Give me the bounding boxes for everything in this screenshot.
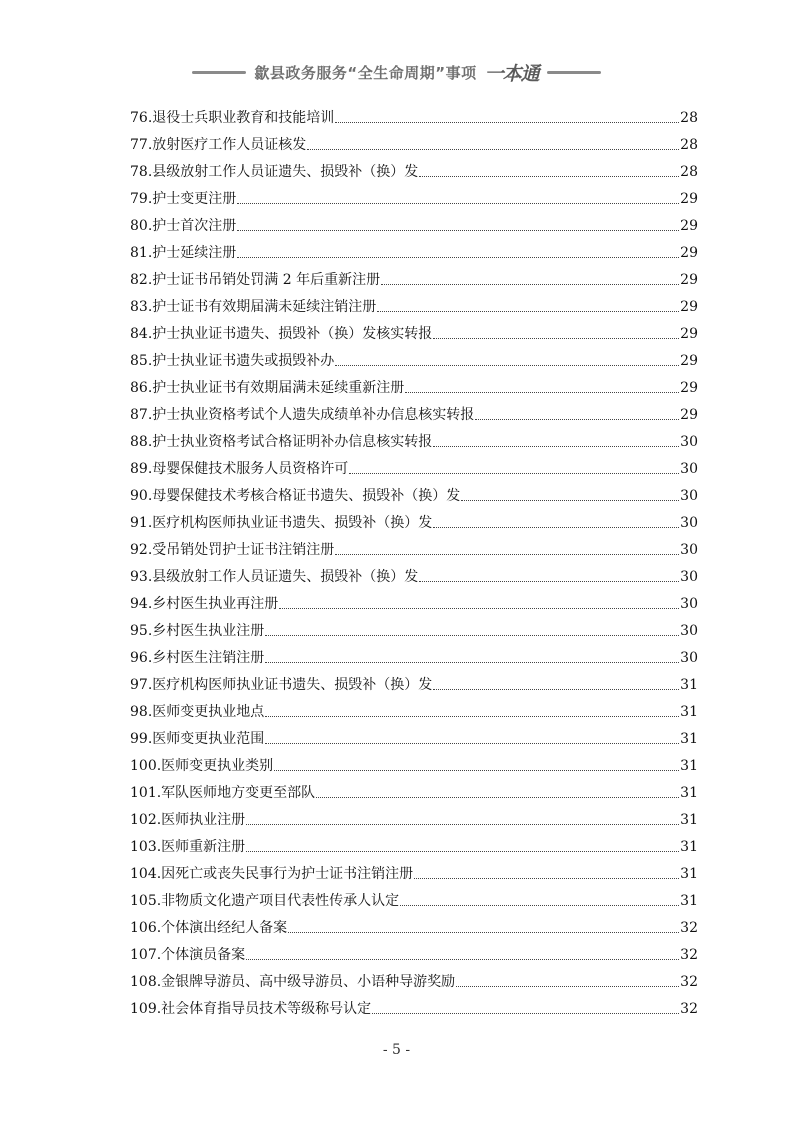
toc-entry-page: 28 — [680, 137, 698, 153]
toc-entry-title: 90.母婴保健技术考核合格证书遗失、损毁补（换）发 — [130, 488, 461, 504]
toc-entry-title: 105.非物质文化遗产项目代表性传承人认定 — [130, 893, 400, 909]
toc-entry-page: 29 — [680, 299, 698, 315]
toc-leader-dots — [377, 310, 679, 312]
toc-entry[interactable] — [130, 181, 698, 208]
toc-leader-dots — [246, 958, 679, 960]
toc-entry-page: 29 — [680, 218, 698, 234]
toc-entry[interactable] — [130, 802, 698, 829]
toc-entry[interactable] — [130, 127, 698, 154]
toc-leader-dots — [335, 364, 679, 366]
toc-entry-page: 29 — [680, 380, 698, 396]
toc-entry-title: 76.退役士兵职业教育和技能培训 — [130, 110, 335, 126]
toc-entry-title: 100.医师变更执业类别 — [130, 758, 274, 774]
toc-entry-page: 32 — [680, 1001, 698, 1017]
toc-entry-page: 29 — [680, 272, 698, 288]
toc-entry-page: 28 — [680, 110, 698, 126]
toc-entry-title: 101.军队医师地方变更至部队 — [130, 785, 316, 801]
toc-leader-dots — [433, 526, 679, 528]
toc-entry[interactable] — [130, 937, 698, 964]
toc-entry[interactable] — [130, 397, 698, 424]
toc-entry[interactable] — [130, 721, 698, 748]
toc-entry-page: 31 — [680, 839, 698, 855]
toc-entry-page: 30 — [680, 623, 698, 639]
toc-entry-page: 29 — [680, 326, 698, 342]
toc-entry-title: 85.护士执业证书遗失或损毁补办 — [130, 353, 335, 369]
toc-entry-page: 29 — [680, 407, 698, 423]
toc-entry[interactable] — [130, 316, 698, 343]
toc-entry-title: 104.因死亡或丧失民事行为护士证书注销注册 — [130, 866, 414, 882]
toc-entry-title: 97.医疗机构医师执业证书遗失、损毁补（换）发 — [130, 677, 433, 693]
toc-entry-title: 106.个体演出经纪人备案 — [130, 920, 288, 936]
toc-entry-title: 79.护士变更注册 — [130, 191, 237, 207]
toc-leader-dots — [265, 634, 679, 636]
toc-leader-dots — [288, 931, 679, 933]
toc-entry[interactable] — [130, 424, 698, 451]
toc-entry[interactable] — [130, 694, 698, 721]
toc-entry-page: 30 — [680, 650, 698, 666]
toc-entry-title: 77.放射医疗工作人员证核发 — [130, 137, 307, 153]
toc-entry[interactable] — [130, 586, 698, 613]
toc-entry-title: 103.医师重新注册 — [130, 839, 246, 855]
toc-entry[interactable] — [130, 991, 698, 1018]
toc-leader-dots — [372, 1012, 679, 1014]
toc-leader-dots — [433, 337, 679, 339]
toc-entry-page: 30 — [680, 569, 698, 585]
toc-entry[interactable] — [130, 478, 698, 505]
toc-leader-dots — [237, 229, 679, 231]
toc-entry[interactable] — [130, 262, 698, 289]
toc-leader-dots — [335, 553, 679, 555]
toc-entry-title: 108.金银牌导游员、高中级导游员、小语种导游奖励 — [130, 974, 456, 990]
toc-entry-page: 31 — [680, 812, 698, 828]
toc-leader-dots — [433, 688, 679, 690]
toc-entry[interactable] — [130, 289, 698, 316]
toc-entry-title: 93.县级放射工作人员证遗失、损毁补（换）发 — [130, 569, 419, 585]
toc-leader-dots — [461, 499, 679, 501]
toc-entry-page: 28 — [680, 164, 698, 180]
toc-entry[interactable] — [130, 667, 698, 694]
toc-entry-title: 89.母婴保健技术服务人员资格许可 — [130, 461, 349, 477]
toc-entry-page: 29 — [680, 353, 698, 369]
toc-entry-title: 107.个体演员备案 — [130, 947, 246, 963]
toc-entry-page: 32 — [680, 947, 698, 963]
toc-entry-page: 31 — [680, 785, 698, 801]
toc-leader-dots — [335, 121, 679, 123]
header-brand-logo: 一本通 — [484, 62, 539, 85]
toc-entry-page: 30 — [680, 461, 698, 477]
toc-entry-title: 80.护士首次注册 — [130, 218, 237, 234]
toc-leader-dots — [316, 796, 679, 798]
toc-entry[interactable] — [130, 856, 698, 883]
header-left-rule — [192, 71, 246, 74]
toc-entry[interactable] — [130, 451, 698, 478]
toc-entry-title: 86.护士执业证书有效期届满未延续重新注册 — [130, 380, 405, 396]
toc-entry[interactable] — [130, 343, 698, 370]
toc-entry-page: 31 — [680, 704, 698, 720]
toc-entry-title: 99.医师变更执业范围 — [130, 731, 265, 747]
toc-entry-page: 30 — [680, 515, 698, 531]
toc-entry[interactable] — [130, 883, 698, 910]
toc-entry-title: 78.县级放射工作人员证遗失、损毁补（换）发 — [130, 164, 419, 180]
toc-leader-dots — [237, 256, 679, 258]
toc-leader-dots — [246, 823, 679, 825]
toc-entry[interactable] — [130, 640, 698, 667]
toc-entry[interactable] — [130, 748, 698, 775]
toc-entry-page: 32 — [680, 920, 698, 936]
toc-entry[interactable] — [130, 559, 698, 586]
toc-entry-page: 29 — [680, 245, 698, 261]
toc-leader-dots — [274, 769, 679, 771]
toc-entry-title: 92.受吊销处罚护士证书注销注册 — [130, 542, 335, 558]
toc-leader-dots — [419, 580, 679, 582]
toc-entry-page: 31 — [680, 758, 698, 774]
toc-leader-dots — [265, 661, 679, 663]
toc-entry[interactable] — [130, 775, 698, 802]
toc-entry[interactable] — [130, 964, 698, 991]
toc-entry[interactable] — [130, 910, 698, 937]
toc-leader-dots — [419, 175, 679, 177]
toc-leader-dots — [381, 283, 679, 285]
toc-entry[interactable] — [130, 154, 698, 181]
toc-entry-page: 30 — [680, 596, 698, 612]
toc-entry[interactable] — [130, 100, 698, 127]
toc-leader-dots — [237, 202, 679, 204]
table-of-contents — [130, 100, 698, 1018]
page-number: - 5 - — [382, 1042, 411, 1058]
toc-entry-title: 96.乡村医生注销注册 — [130, 650, 265, 666]
header-right-rule — [547, 71, 601, 74]
toc-entry-title: 84.护士执业证书遗失、损毁补（换）发核实转报 — [130, 326, 433, 342]
toc-entry-page: 29 — [680, 191, 698, 207]
toc-entry[interactable] — [130, 613, 698, 640]
toc-entry-page: 30 — [680, 434, 698, 450]
toc-entry-title: 109.社会体育指导员技术等级称号认定 — [130, 1001, 372, 1017]
toc-leader-dots — [405, 391, 679, 393]
toc-leader-dots — [433, 445, 679, 447]
toc-leader-dots — [400, 904, 679, 906]
toc-entry-page: 30 — [680, 488, 698, 504]
toc-leader-dots — [349, 472, 679, 474]
toc-entry-page: 31 — [680, 893, 698, 909]
toc-entry-title: 94.乡村医生执业再注册 — [130, 596, 279, 612]
toc-leader-dots — [279, 607, 679, 609]
toc-leader-dots — [265, 715, 679, 717]
toc-leader-dots — [246, 850, 679, 852]
toc-entry[interactable] — [130, 532, 698, 559]
page-header — [0, 60, 793, 84]
toc-leader-dots — [475, 418, 679, 420]
toc-entry-page: 31 — [680, 866, 698, 882]
toc-entry-page: 30 — [680, 542, 698, 558]
toc-leader-dots — [414, 877, 679, 879]
toc-leader-dots — [307, 148, 679, 150]
toc-entry-title: 95.乡村医生执业注册 — [130, 623, 265, 639]
toc-entry-page: 31 — [680, 731, 698, 747]
toc-entry-page: 32 — [680, 974, 698, 990]
toc-entry-title: 91.医疗机构医师执业证书遗失、损毁补（换）发 — [130, 515, 433, 531]
toc-entry[interactable] — [130, 208, 698, 235]
toc-entry-title: 98.医师变更执业地点 — [130, 704, 265, 720]
toc-entry-title: 88.护士执业资格考试合格证明补办信息核实转报 — [130, 434, 433, 450]
toc-entry-title: 81.护士延续注册 — [130, 245, 237, 261]
toc-leader-dots — [265, 742, 679, 744]
toc-entry[interactable] — [130, 235, 698, 262]
toc-entry-page: 31 — [680, 677, 698, 693]
toc-leader-dots — [456, 985, 679, 987]
toc-entry-title: 83.护士证书有效期届满未延续注销注册 — [130, 299, 377, 315]
toc-entry[interactable] — [130, 370, 698, 397]
header-title: 歙县政务服务“全生命周期”事项 — [254, 63, 477, 82]
toc-entry-title: 102.医师执业注册 — [130, 812, 246, 828]
toc-entry[interactable] — [130, 829, 698, 856]
toc-entry[interactable] — [130, 505, 698, 532]
toc-entry-title: 82.护士证书吊销处罚满 2 年后重新注册 — [130, 272, 381, 288]
toc-entry-title: 87.护士执业资格考试个人遗失成绩单补办信息核实转报 — [130, 407, 475, 423]
